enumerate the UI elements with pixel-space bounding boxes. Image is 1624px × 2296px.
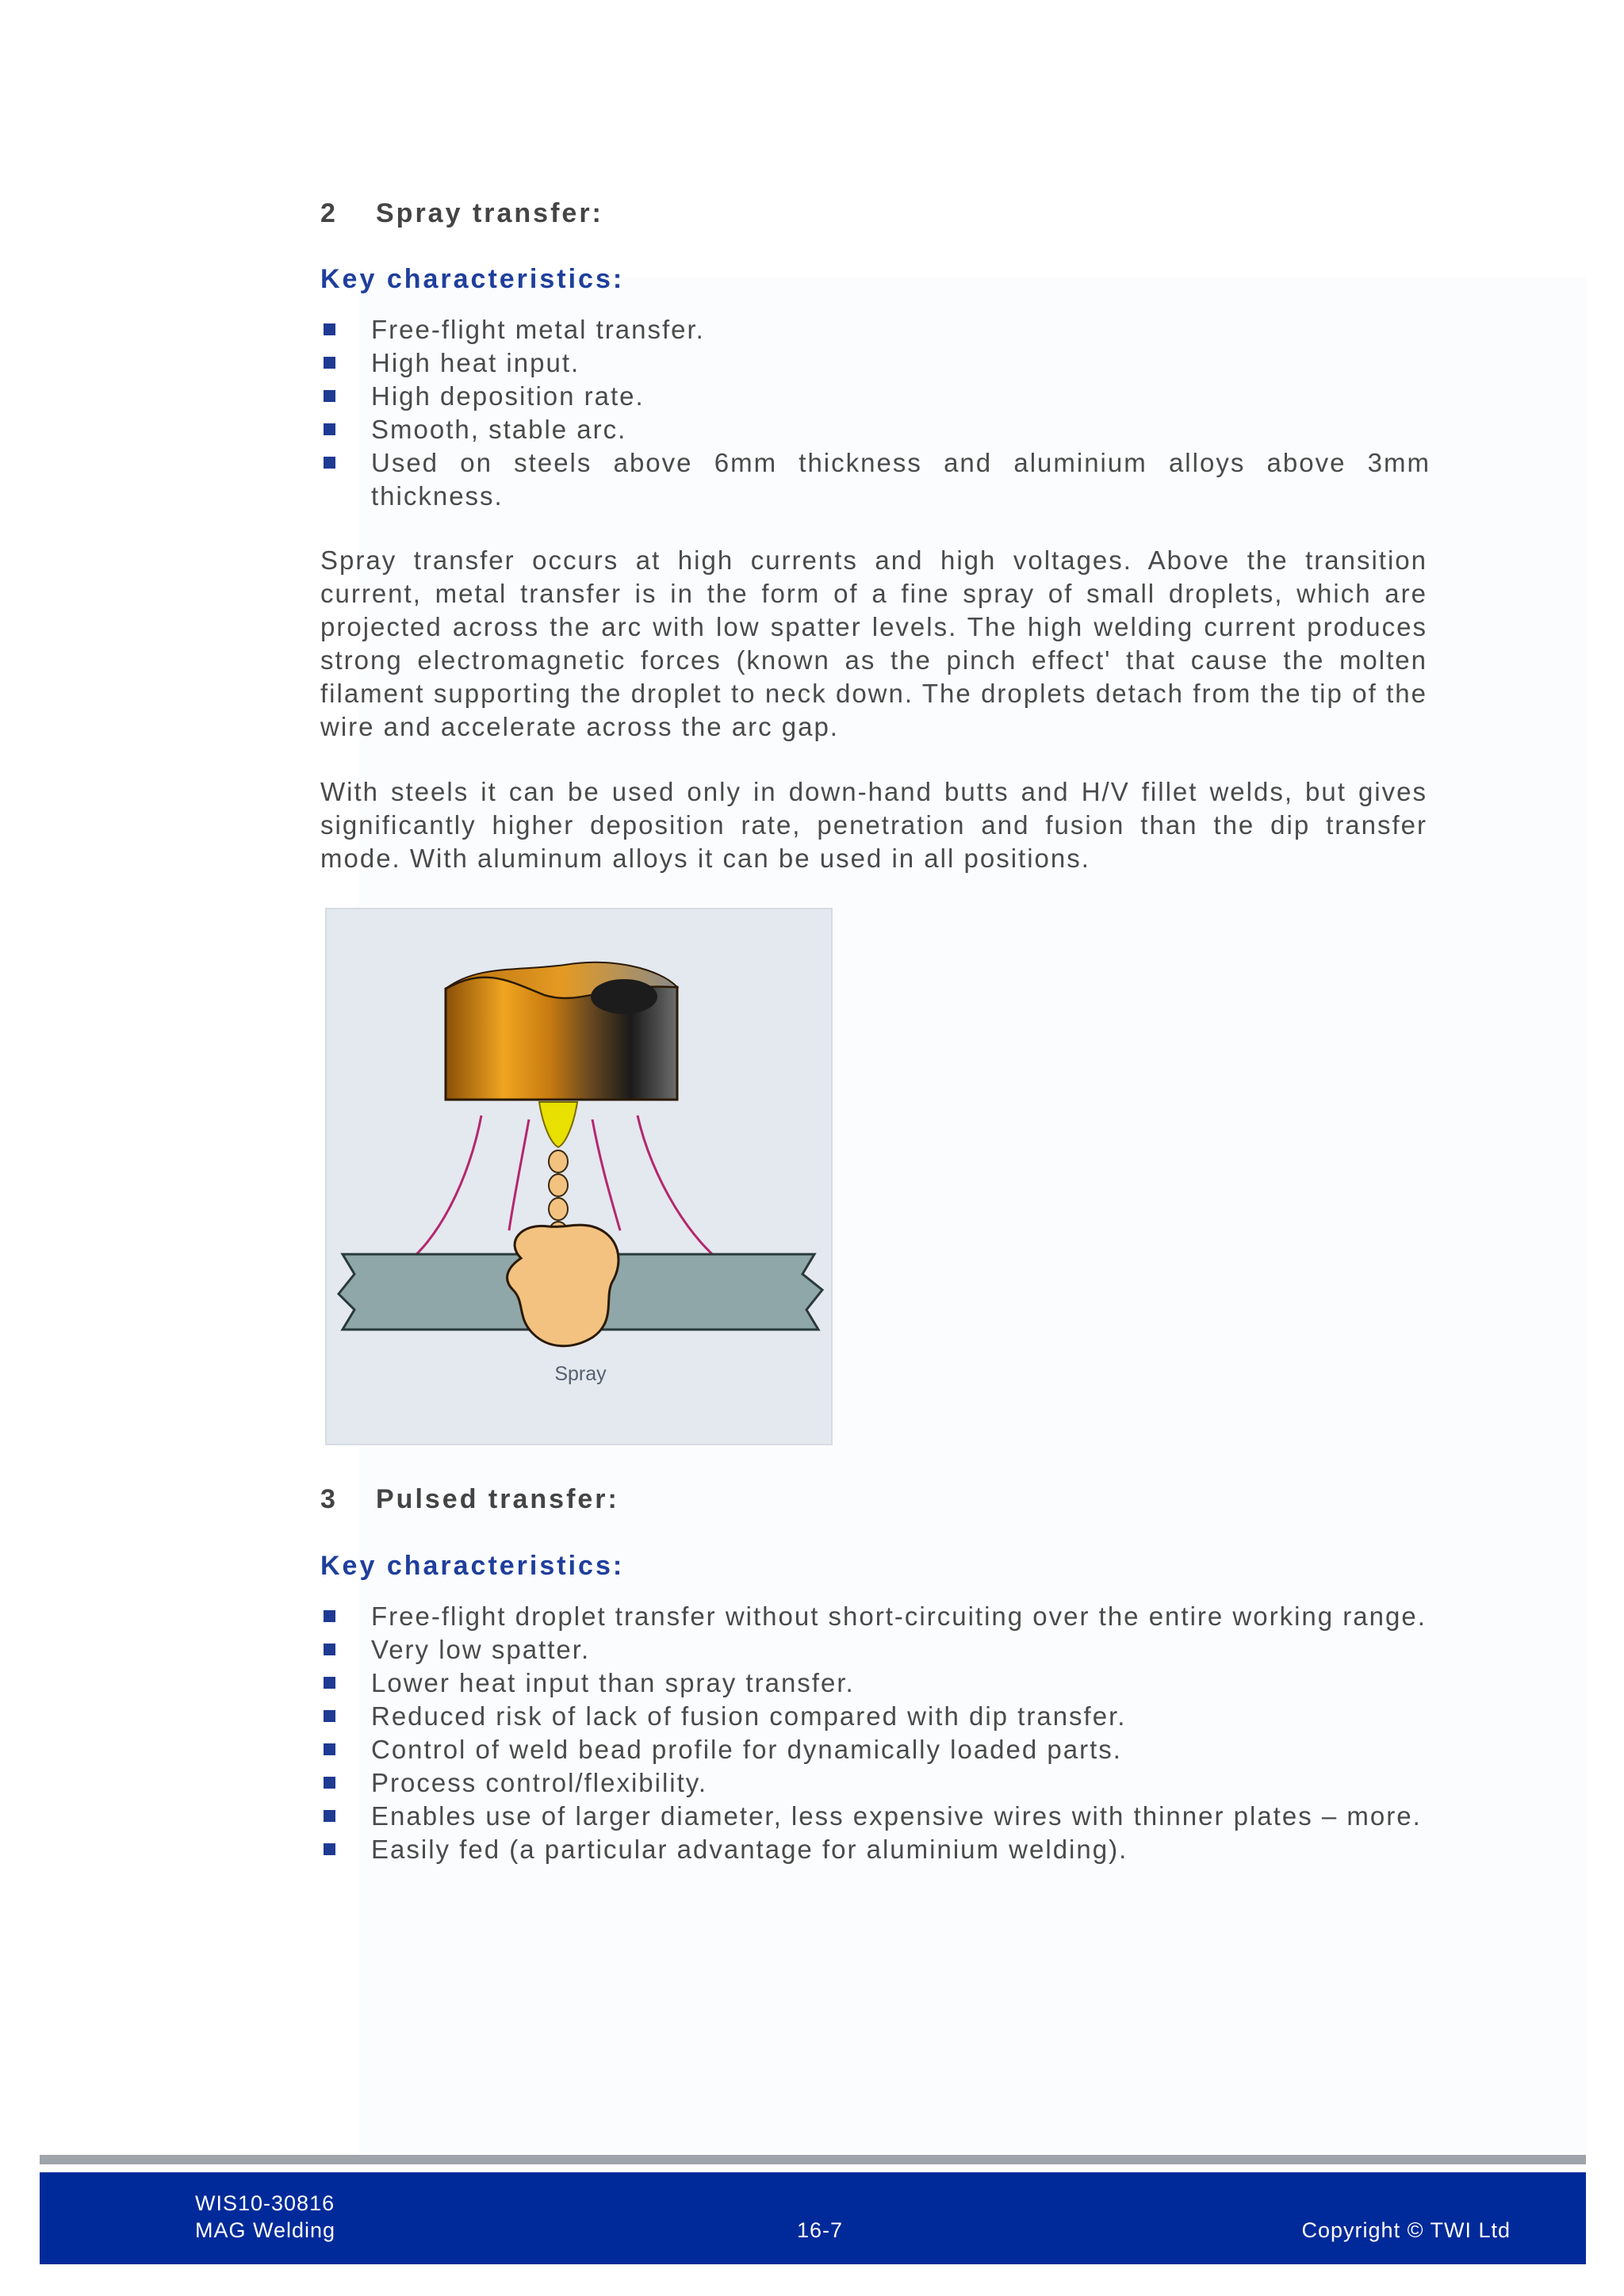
footer-divider bbox=[40, 2155, 1586, 2164]
bullet-square-icon bbox=[324, 1610, 335, 1622]
pulsed-bullet-list bbox=[320, 1600, 1431, 1866]
list-item: Used on steels above 6mm thickness and aluminium alloys above 3mm thickness. bbox=[320, 446, 1431, 513]
list-item: Process control/flexibility. bbox=[320, 1766, 1431, 1800]
bullet-square-icon bbox=[324, 1843, 335, 1855]
page-footer bbox=[40, 2172, 1586, 2264]
footer-page-number: 16-7 bbox=[797, 2218, 844, 2242]
list-item: High deposition rate. bbox=[320, 380, 1431, 413]
list-item: Easily fed (a particular advantage for aluminium welding). bbox=[320, 1833, 1431, 1866]
list-item: Free-flight droplet transfer without short-circuiting over the entire working range. bbox=[320, 1600, 1431, 1633]
section-number: 2 bbox=[320, 198, 338, 228]
list-item: Smooth, stable arc. bbox=[320, 413, 1431, 446]
figure-caption: Spray bbox=[554, 1363, 607, 1385]
section-title: Spray transfer: bbox=[376, 198, 603, 228]
section-number: 3 bbox=[320, 1484, 338, 1514]
list-item: Reduced risk of lack of fusion compared with dip transfer. bbox=[320, 1700, 1431, 1733]
spray-paragraph-2: With steels it can be used only in down-hand butts and H/V fillet welds, but gives significantly higher deposition rate, penetration and fusion than the dip transfer mode. With aluminum alloys it can be used in all positions. bbox=[320, 777, 1427, 873]
bullet-square-icon bbox=[324, 390, 335, 402]
bullet-square-icon bbox=[324, 323, 335, 335]
bullet-square-icon bbox=[324, 1710, 335, 1722]
bullet-square-icon bbox=[324, 1644, 335, 1655]
bullet-square-icon bbox=[324, 1677, 335, 1689]
list-item: Control of weld bead profile for dynamically loaded parts. bbox=[320, 1733, 1431, 1766]
spray-bullet-list bbox=[320, 313, 1431, 513]
list-item: High heat input. bbox=[320, 346, 1431, 380]
spray-transfer-figure bbox=[325, 908, 833, 1445]
list-item: Very low spatter. bbox=[320, 1633, 1431, 1667]
list-item: Lower heat input than spray transfer. bbox=[320, 1667, 1431, 1700]
key-characteristics-heading-spray: Key characteristics: bbox=[320, 264, 625, 294]
section-heading-spray bbox=[320, 198, 603, 229]
list-item: Enables use of larger diameter, less expensive wires with thinner plates – more. bbox=[320, 1800, 1431, 1833]
key-characteristics-heading-pulsed: Key characteristics: bbox=[320, 1551, 625, 1581]
section-title: Pulsed transfer: bbox=[376, 1484, 619, 1514]
footer-document-id: WIS10-30816 bbox=[195, 2191, 335, 2215]
bullet-square-icon bbox=[324, 357, 335, 369]
bullet-square-icon bbox=[324, 1810, 335, 1822]
spray-paragraph-1: Spray transfer occurs at high currents and high voltages. Above the transition current, metal transfer is in the form of a fine spray of small droplets, which are projected across the arc with low spatter levels. The high welding current produces strong electromagnetic forces (known as the pinch effect' that cause the molten filament supporting the droplet to neck down. The droplets detach from the tip of the wire and accelerate across the arc gap. bbox=[320, 545, 1427, 741]
bullet-square-icon bbox=[324, 423, 335, 435]
section-heading-pulsed bbox=[320, 1484, 619, 1515]
footer-document-title: MAG Welding bbox=[195, 2218, 336, 2242]
bullet-square-icon bbox=[324, 1777, 335, 1789]
bullet-square-icon bbox=[324, 1743, 335, 1755]
list-item: Free-flight metal transfer. bbox=[320, 313, 1431, 346]
bullet-square-icon bbox=[324, 457, 335, 469]
footer-copyright: Copyright © TWI Ltd bbox=[1301, 2218, 1511, 2242]
